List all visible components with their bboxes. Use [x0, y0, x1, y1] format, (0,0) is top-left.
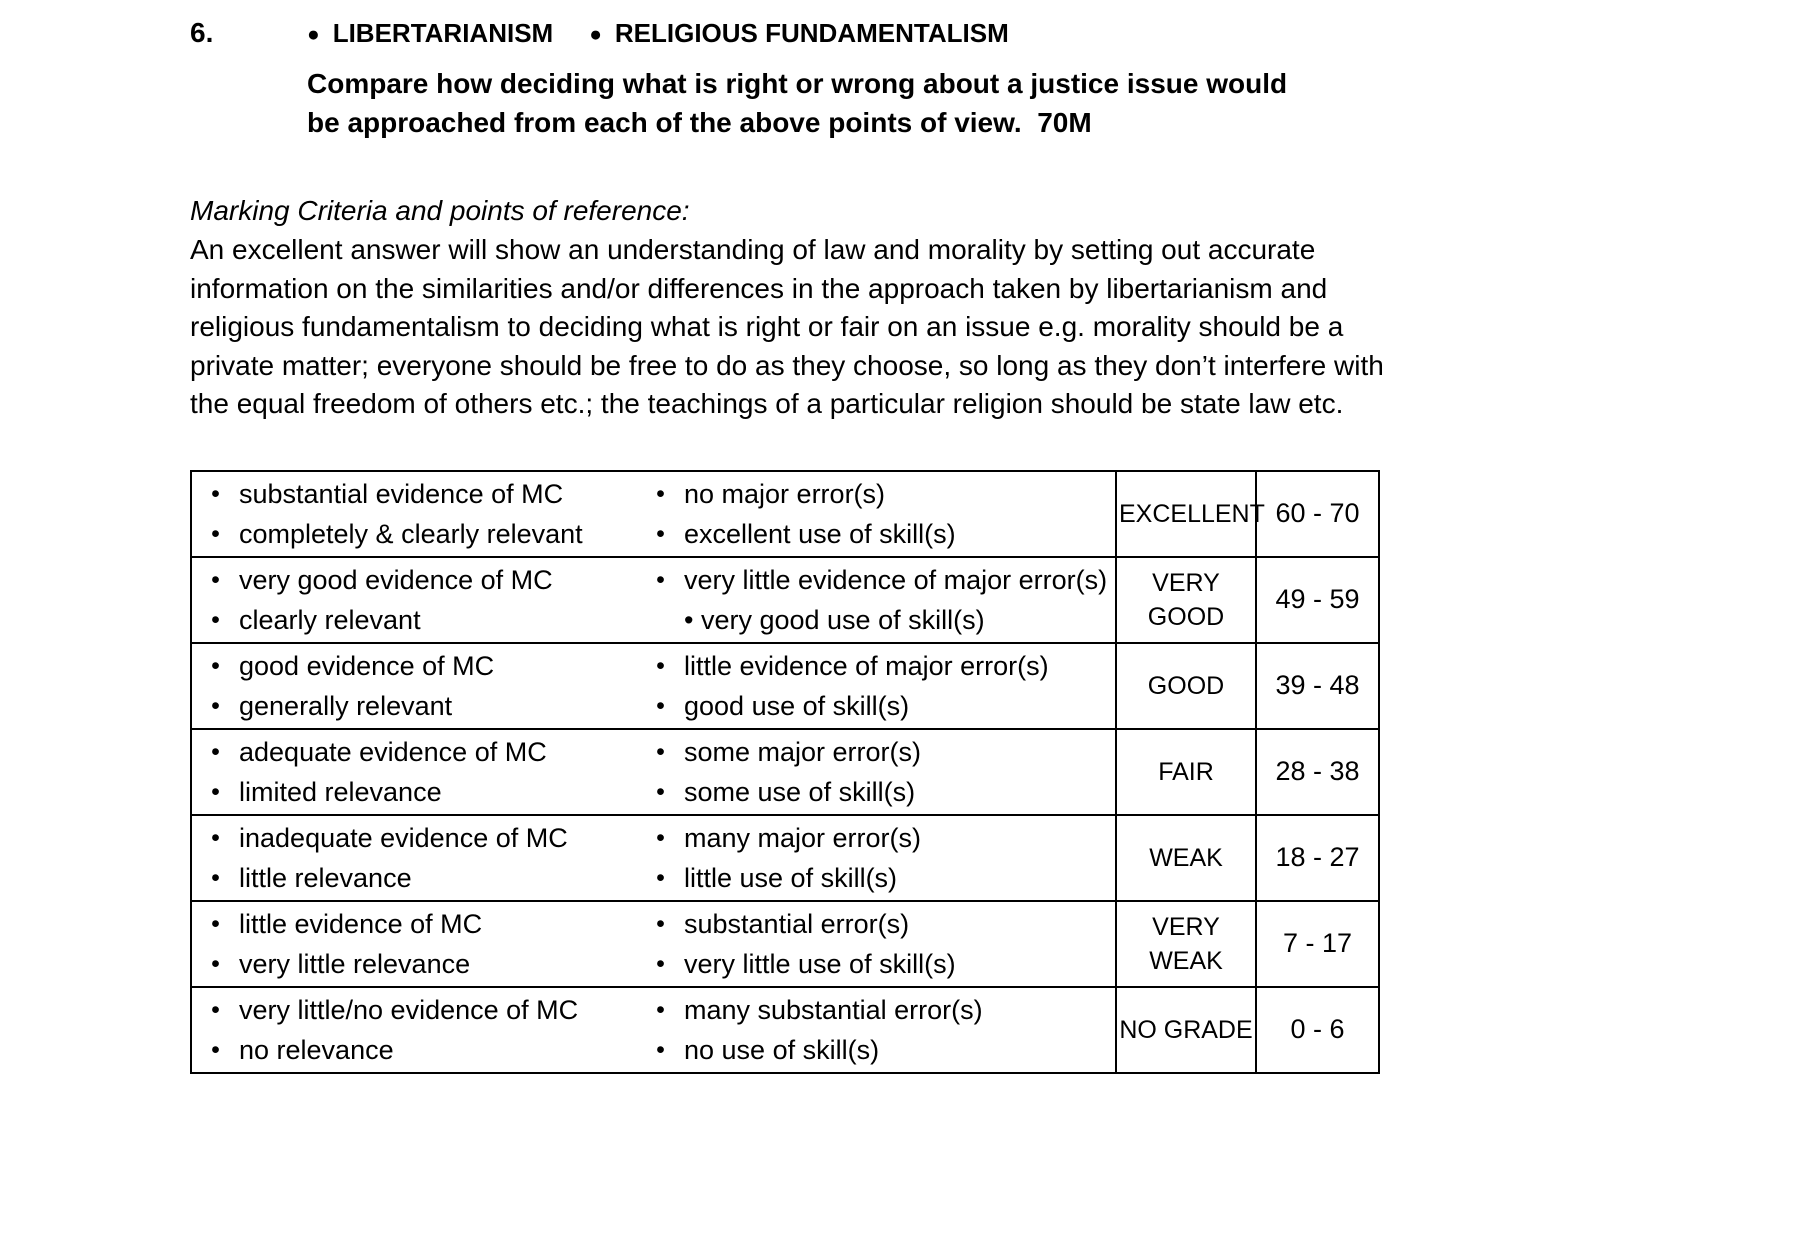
- criterion-text: limited relevance: [239, 776, 442, 807]
- list-item: [651, 1030, 1111, 1070]
- criteria-cell-right: [641, 901, 1116, 987]
- bullet-icon: •: [211, 995, 220, 1024]
- grade-cell: [1116, 729, 1256, 815]
- list-item: [651, 646, 1111, 686]
- marks-range: 49 - 59: [1275, 584, 1360, 615]
- marks-cell: [1256, 901, 1379, 987]
- bullet-icon: •: [656, 1035, 665, 1064]
- bullet-icon: •: [211, 479, 220, 508]
- criteria-cell-left: [191, 729, 641, 815]
- grade-cell: [1116, 557, 1256, 643]
- criteria-cell-left: [191, 557, 641, 643]
- criterion-text: some use of skill(s): [684, 776, 916, 807]
- marks-cell: [1256, 643, 1379, 729]
- prompt-line: Compare how deciding what is right or wrong about a justice issue would: [307, 68, 1288, 99]
- criterion-text: little relevance: [239, 862, 412, 893]
- bullet-icon: •: [211, 651, 220, 680]
- criterion-text: little evidence of MC: [239, 908, 483, 939]
- criterion-text: very little/no evidence of MC: [239, 994, 579, 1025]
- criterion-text: many major error(s): [684, 822, 922, 853]
- topic-religious-fundamentalism: [589, 16, 1009, 53]
- bullet-icon: •: [211, 823, 220, 852]
- list-item: [206, 858, 637, 898]
- list-item: [651, 732, 1111, 772]
- bullet-icon: ●: [589, 23, 602, 46]
- list-item: [206, 686, 637, 726]
- bullet-icon: •: [656, 949, 665, 978]
- bullet-icon: •: [656, 823, 665, 852]
- topic-label: RELIGIOUS FUNDAMENTALISM: [614, 18, 1009, 48]
- list-item: [651, 944, 1111, 984]
- criteria-body: An excellent answer will show an understanding of law and morality by setting out accurate information on the similarities and/or differences in the approach taken by libertarianism and religious fundamentalism to deciding what is right or fair on an issue e.g. morality should be a private matter; everyone should be free to do as they choose, so long as they don’t interfere with the equal freedom of others etc.; the teachings of a particular religion should be state law etc.: [190, 234, 1384, 420]
- criteria-cell-left: [191, 901, 641, 987]
- criterion-text: clearly relevant: [239, 604, 421, 635]
- grade-label: EXCELLENT: [1119, 499, 1265, 528]
- marks-range: 7 - 17: [1282, 928, 1353, 959]
- table-row-excellent: [191, 471, 1379, 557]
- grade-cell: [1116, 471, 1265, 557]
- table-row-good: [191, 643, 1379, 729]
- criterion-text: some major error(s): [684, 736, 922, 767]
- marks-cell: [1256, 471, 1379, 557]
- criterion-text: many substantial error(s): [684, 994, 983, 1025]
- criterion-text: substantial error(s): [684, 908, 910, 939]
- list-item: [206, 514, 637, 554]
- criterion-text: little use of skill(s): [684, 862, 898, 893]
- bullet-icon: •: [211, 565, 220, 594]
- topic-libertarianism: [307, 16, 553, 53]
- criterion-text: good evidence of MC: [239, 650, 495, 681]
- list-item: [206, 818, 637, 858]
- grade-cell: [1116, 987, 1256, 1073]
- criteria-cell-right: [641, 471, 1116, 557]
- table-row-weak: [191, 815, 1379, 901]
- bullet-icon: •: [656, 651, 665, 680]
- topic-label: LIBERTARIANISM: [332, 18, 554, 48]
- bullet-icon: •: [211, 519, 220, 548]
- marks-range: 39 - 48: [1275, 670, 1360, 701]
- list-item: [206, 772, 637, 812]
- criteria-cell-left: [191, 471, 641, 557]
- list-item: [206, 904, 637, 944]
- grade-label: NO GRADE: [1119, 1015, 1253, 1044]
- criteria-heading: Marking Criteria and points of reference:: [190, 195, 690, 226]
- bullet-icon: •: [211, 691, 220, 720]
- list-item: [651, 474, 1111, 514]
- grade-label: VERY WEAK: [1149, 912, 1223, 975]
- list-item: [206, 732, 637, 772]
- list-item: [206, 600, 637, 640]
- marks-cell: [1256, 815, 1379, 901]
- marks-range: 18 - 27: [1275, 842, 1360, 873]
- bullet-icon: •: [211, 909, 220, 938]
- bullet-icon: •: [211, 863, 220, 892]
- criteria-cell-right: [641, 643, 1116, 729]
- bullet-icon: •: [656, 519, 665, 548]
- criterion-text: very little relevance: [239, 948, 471, 979]
- bullet-icon: •: [656, 777, 665, 806]
- bullet-icon: •: [656, 737, 665, 766]
- topics-line: [307, 16, 1287, 53]
- bullet-icon: •: [211, 737, 220, 766]
- marking-grid-table: [190, 470, 1380, 1074]
- bullet-icon: •: [656, 909, 665, 938]
- criterion-text: adequate evidence of MC: [239, 736, 547, 767]
- list-item: [651, 990, 1111, 1030]
- bullet-icon: •: [656, 863, 665, 892]
- list-item: [206, 646, 637, 686]
- grade-label: GOOD: [1147, 671, 1225, 700]
- list-item: [206, 944, 637, 984]
- table-row-very-weak: [191, 901, 1379, 987]
- marks-range: 28 - 38: [1275, 756, 1360, 787]
- list-item: [651, 818, 1111, 858]
- criterion-text: no use of skill(s): [684, 1034, 880, 1065]
- bullet-icon: •: [211, 949, 220, 978]
- criterion-text: very good evidence of MC: [239, 564, 553, 595]
- bullet-icon: •: [656, 691, 665, 720]
- grade-cell: [1116, 815, 1256, 901]
- table-row-no-grade: [191, 987, 1379, 1073]
- criteria-cell-left: [191, 643, 641, 729]
- bullet-icon: •: [211, 1035, 220, 1064]
- marks-range: 60 - 70: [1275, 498, 1360, 529]
- list-item: [206, 474, 637, 514]
- marks-cell: [1256, 557, 1379, 643]
- bullet-icon: ●: [307, 23, 320, 46]
- grade-cell: [1116, 901, 1256, 987]
- list-item: [206, 990, 637, 1030]
- criterion-text: no relevance: [239, 1034, 394, 1065]
- question-number: 6.: [190, 17, 214, 48]
- bullet-icon: •: [656, 995, 665, 1024]
- criterion-text: inadequate evidence of MC: [239, 822, 568, 853]
- criterion-text: generally relevant: [239, 690, 453, 721]
- criterion-text: no major error(s): [684, 478, 886, 509]
- list-item: [206, 560, 637, 600]
- criterion-text: completely & clearly relevant: [239, 518, 583, 549]
- question-prompt: [307, 64, 1287, 142]
- criteria-cell-right: [641, 729, 1116, 815]
- bullet-icon: •: [656, 479, 665, 508]
- criteria-cell-right: [641, 815, 1116, 901]
- criterion-text: very little evidence of major error(s) • very good use of skill(s): [684, 564, 1108, 635]
- marks-range: 0 - 6: [1290, 1014, 1345, 1045]
- bullet-icon: •: [211, 605, 220, 634]
- marks-cell: [1256, 987, 1379, 1073]
- criteria-cell-right: [641, 987, 1116, 1073]
- table-row-fair: [191, 729, 1379, 815]
- grade-label: WEAK: [1149, 843, 1223, 872]
- list-item: [651, 514, 1111, 554]
- criterion-text: little evidence of major error(s): [684, 650, 1049, 681]
- criterion-text: very little use of skill(s): [684, 948, 956, 979]
- list-item: [651, 904, 1111, 944]
- list-item: [651, 560, 1111, 640]
- table-row-very-good: [191, 557, 1379, 643]
- question-content: [307, 16, 1287, 142]
- list-item: [206, 1030, 637, 1070]
- marks-cell: [1256, 729, 1379, 815]
- bullet-icon: •: [656, 565, 665, 594]
- criteria-cell-left: [191, 815, 641, 901]
- list-item: [651, 858, 1111, 898]
- criteria-cell-right: [641, 557, 1116, 643]
- criteria-cell-left: [191, 987, 641, 1073]
- grade-label: FAIR: [1158, 757, 1214, 786]
- grade-cell: [1116, 643, 1256, 729]
- bullet-icon: •: [211, 777, 220, 806]
- grade-label: VERY GOOD: [1147, 568, 1225, 631]
- list-item: [651, 686, 1111, 726]
- criterion-text: good use of skill(s): [684, 690, 910, 721]
- criterion-text: substantial evidence of MC: [239, 478, 564, 509]
- prompt-line: be approached from each of the above points of view. 70M: [307, 107, 1092, 138]
- criterion-text: excellent use of skill(s): [684, 518, 956, 549]
- question-block: [190, 16, 1819, 142]
- list-item: [651, 772, 1111, 812]
